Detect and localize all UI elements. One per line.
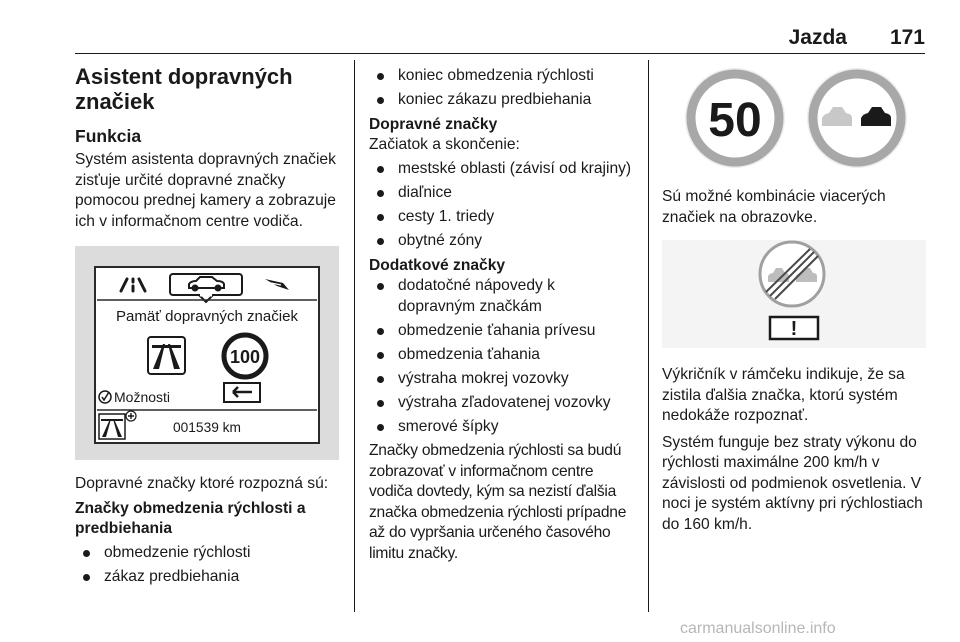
- watermark: carmanualsonline.info: [680, 620, 836, 637]
- limit-paragraph: Značky obmedzenia rýchlosti sa budú zobrazovať v informačnom centre vodiča dovtedy, kým sa nezistí ďalšia značka obmedzenia rýchlosti prípadne až do vypršania určeného časového limitu značky.: [369, 442, 627, 562]
- group1-list: [75, 543, 343, 588]
- intro-paragraph: Systém asistenta dopravných značiek zisťuje určité dopravné značky pomocou prednej kamery a zobrazuje ich v informačnom centre vodiča.: [75, 151, 336, 230]
- page-title: Asistent dopravných značiek: [75, 64, 293, 114]
- list-item: koniec zákazu predbiehania: [369, 90, 635, 111]
- list-item: dodatočné nápovedy k dopravným značkám: [369, 276, 635, 317]
- list-item: mestské oblasti (závisí od krajiny): [369, 159, 635, 180]
- page-number: 171: [889, 26, 925, 49]
- exclamation-box-icon: [770, 317, 818, 340]
- no-overtaking-sign: [807, 68, 907, 168]
- column-3: [662, 66, 927, 535]
- group2-list: [369, 159, 635, 252]
- combination-text: Sú možné kombinácie viacerých značiek na obrazovke.: [662, 188, 886, 226]
- list-item: výstraha zľadovatenej vozovky: [369, 393, 635, 414]
- column-divider: [648, 60, 649, 612]
- subtitle: Funkcia: [75, 126, 142, 146]
- list-item: cesty 1. triedy: [369, 207, 635, 228]
- group2-intro: Začiatok a skončenie:: [369, 136, 520, 153]
- column-1: [75, 64, 343, 588]
- back-arrow-icon[interactable]: [224, 383, 260, 402]
- plus-icon: [126, 411, 136, 421]
- menu-title: Pamäť dopravných značiek: [116, 308, 299, 325]
- options-label[interactable]: Možnosti: [114, 389, 171, 405]
- unknown-sign-figure: [662, 240, 926, 348]
- list-item: zákaz predbiehania: [75, 567, 343, 588]
- recognized-label: Dopravné značky ktoré rozpozná sú:: [75, 475, 329, 492]
- list-item: výstraha mokrej vozovky: [369, 369, 635, 390]
- list-item: koniec obmedzenia rýchlosti: [369, 66, 635, 87]
- group3-heading: Dodatkové značky: [369, 256, 506, 274]
- speed-value: 50: [708, 94, 762, 147]
- section-title: Jazda: [788, 26, 847, 49]
- speed-limit-sign: [224, 335, 266, 377]
- column-2: [369, 66, 635, 564]
- group3-list: [369, 276, 635, 437]
- group2-heading: Dopravné značky: [369, 115, 498, 133]
- display-figure: [75, 246, 343, 460]
- list-item: obytné zóny: [369, 231, 635, 252]
- list-item: smerové šípky: [369, 417, 635, 438]
- speed-50-sign: [685, 68, 785, 168]
- exclamation-text: Výkričník v rámčeku indikuje, že sa zistila ďalšia značka, ktorú systém nedokáže rozpoznať.: [662, 366, 905, 424]
- header-rule: [75, 53, 925, 54]
- list-item: obmedzenia ťahania: [369, 345, 635, 366]
- list-item: obmedzenie rýchlosti: [75, 543, 343, 564]
- motorway-sign-icon: [148, 337, 185, 374]
- driver-info-display: [75, 246, 339, 460]
- odometer: 001539 km: [173, 419, 241, 435]
- exclamation-mark: !: [790, 318, 798, 340]
- end-no-overtaking-sign: [760, 242, 824, 306]
- group1-list-continued: [369, 66, 635, 111]
- list-item: diaľnice: [369, 183, 635, 204]
- motorway-small-icon: [99, 414, 125, 439]
- list-item: obmedzenie ťahania prívesu: [369, 321, 635, 342]
- speed-limit-text: Systém funguje bez straty výkonu do rýchlosti maximálne 200 km/h v závislosti od podmienok osvetlenia. V noci je systém aktívny pri rýchlostiach do 160 km/h.: [662, 433, 923, 533]
- column-divider: [354, 60, 355, 612]
- speed-value: 100: [229, 347, 261, 367]
- sign-combination-figure: [662, 66, 926, 172]
- page-header: [75, 26, 925, 54]
- group1-heading: Značky obmedzenia rýchlosti a predbiehania: [75, 499, 306, 537]
